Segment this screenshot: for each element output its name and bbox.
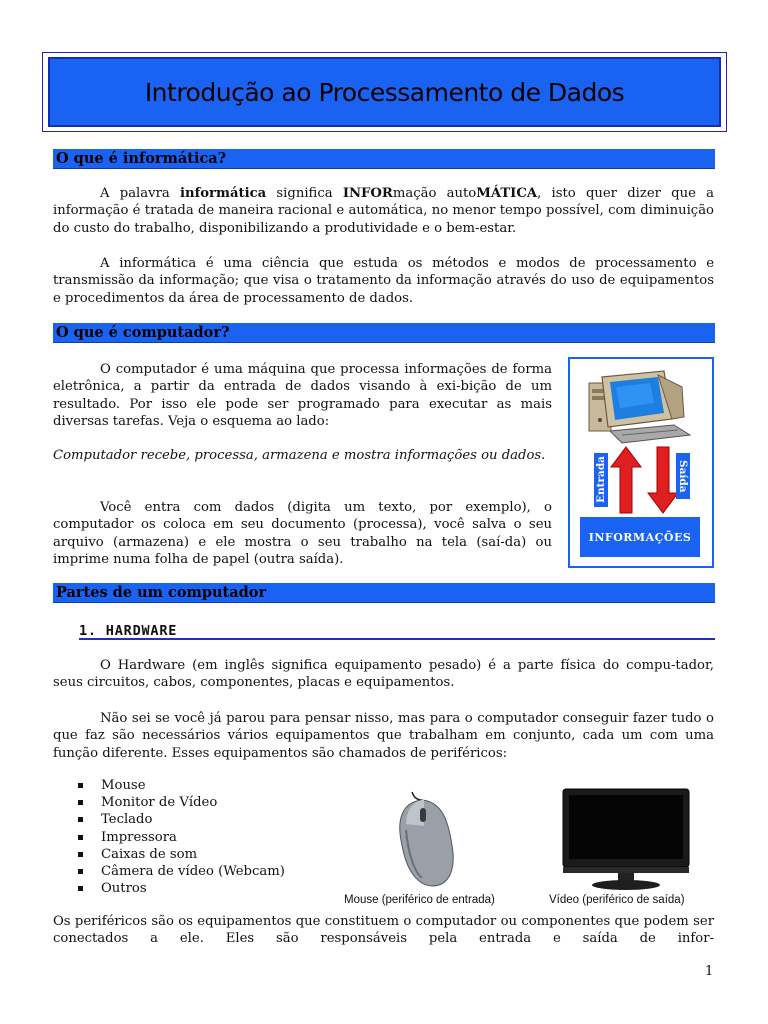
list-item: Caixas de som <box>76 846 285 863</box>
paragraph-computador-3: Você entra com dados (digita um texto, por exemplo), o computador os coloca em seu documento (processa), você salva o seu arquivo (armazena) e ele mostra o seu trabalho na tela (saí-da) ou imprime numa folha de papel (outra saída). <box>53 500 552 567</box>
entrada-label: Entrada <box>594 453 608 507</box>
section-heading-label: Partes de um computador <box>56 584 267 601</box>
informacoes-label: INFORMAÇÕES <box>588 530 692 544</box>
section-heading-label: O que é informática? <box>56 150 227 167</box>
arrows-icon <box>607 445 687 515</box>
mouse-caption: Mouse (periférico de entrada) <box>344 894 495 906</box>
list-item: Outros <box>76 880 285 897</box>
paragraph-hardware-3: Os periféricos são os equipamentos que constituem o computador ou componentes que podem ser conectados a ele. Eles são responsáveis pela entrada e saída de infor- <box>53 914 714 947</box>
monitor-image <box>560 786 692 892</box>
perifericos-list <box>76 777 285 897</box>
page-number: 1 <box>705 964 714 979</box>
list-item: Câmera de vídeo (Webcam) <box>76 863 285 880</box>
computer-illustration <box>572 365 714 445</box>
list-item: Monitor de Vídeo <box>76 794 285 811</box>
section-heading-label: O que é computador? <box>56 324 230 341</box>
page-title: Introdução ao Processamento de Dados <box>144 77 625 107</box>
paragraph-computador-1: O computador é uma máquina que processa informações de forma eletrônica, a partir da entrada de dados visando à exi-bição de um resultado. Por isso ele pode ser programado para executar as mais diversas tarefas. Veja o esquema ao lado: <box>53 362 552 429</box>
video-caption: Vídeo (periférico de saída) <box>549 894 685 906</box>
title-box <box>48 57 721 127</box>
informacoes-box <box>580 517 700 557</box>
section-heading-informatica <box>53 149 715 169</box>
section-heading-computador <box>53 323 715 343</box>
paragraph-hardware-1: O Hardware (em inglês significa equipamento pesado) é a parte física do compu-tador, seus circuitos, cabos, componentes, placas e equipamentos. <box>53 658 714 691</box>
computer-schema-figure <box>568 357 714 568</box>
title-frame <box>42 52 727 132</box>
list-item: Teclado <box>76 811 285 828</box>
mouse-image <box>392 790 472 890</box>
paragraph-hardware-2: Não sei se você já parou para pensar nisso, mas para o computador conseguir fazer tudo o que faz são necessários vários equipamentos que trabalham em conjunto, cada um com uma função diferente. Esses equipamentos são chamados de periféricos: <box>53 711 714 761</box>
paragraph-informatica-2: A informática é uma ciência que estuda os métodos e modos de processamento e transmissão da informação; que visa o tratamento da informação através do uso de equipamentos e procedimentos da área de processamento de dados. <box>53 256 714 306</box>
hardware-heading-label: 1. HARDWARE <box>79 623 178 639</box>
list-item: Impressora <box>76 829 285 846</box>
hardware-heading <box>79 620 715 640</box>
paragraph-computador-2: Computador recebe, processa, armazena e mostra informações ou dados. <box>53 448 546 463</box>
list-item: Mouse <box>76 777 285 794</box>
paragraph-informatica-1: A palavra informática significa INFORmação autoMÁTICA, isto quer dizer que a informação é tratada de maneira racional e automática, no menor tempo possível, com diminuição do custo do trabalho, disponibilizando a produtividade e o bem-estar. <box>53 186 714 236</box>
saida-label: Saída <box>676 453 690 499</box>
section-heading-partes <box>53 583 715 603</box>
